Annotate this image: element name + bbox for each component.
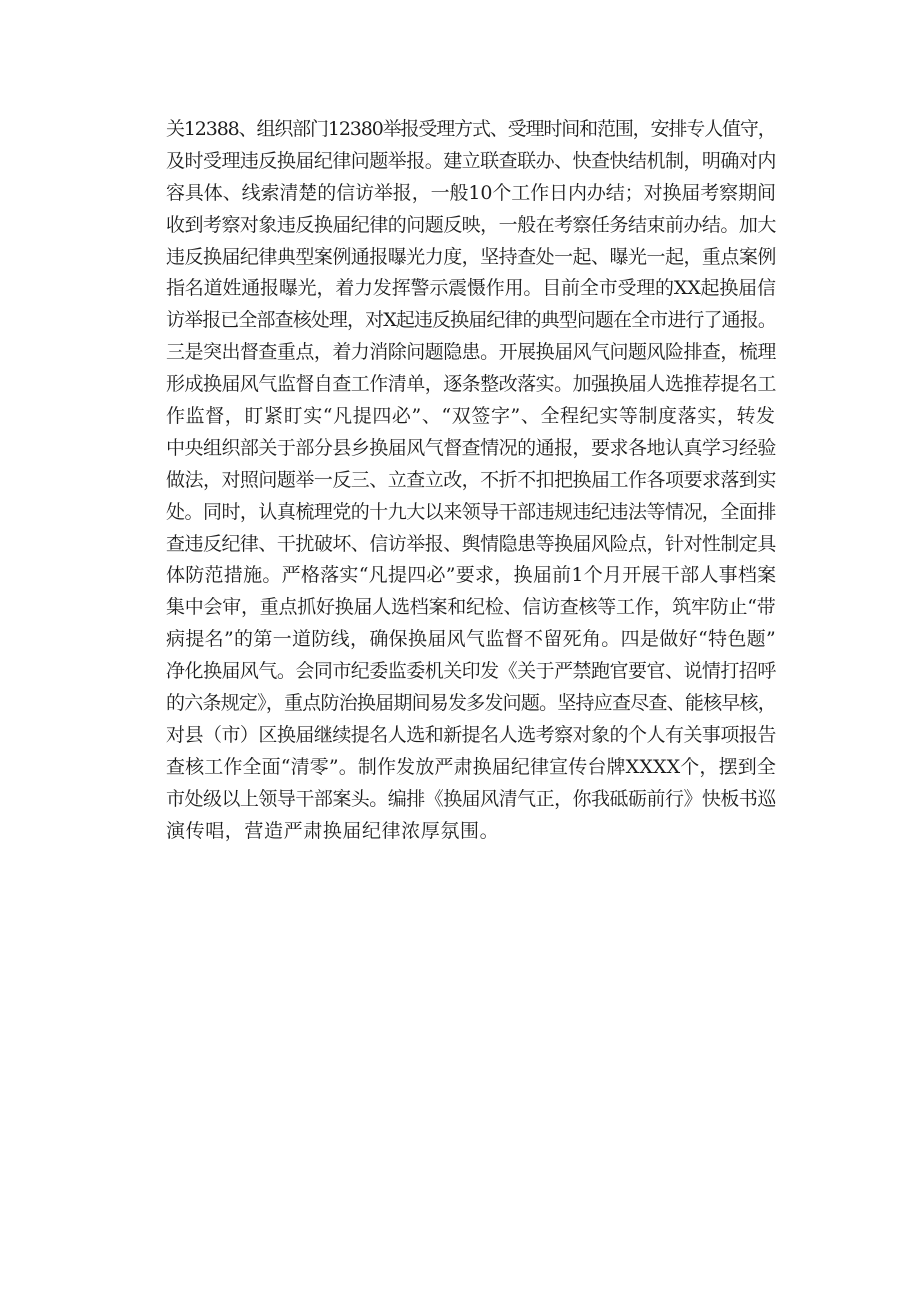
text-line: 病提名”的第一道防线，确保换届风气监督不留死角。四是做好“特色题” (166, 628, 777, 651)
text-line: 容具体、线索清楚的信访举报，一般10个工作日内办结；对换届考察期间 (166, 181, 776, 204)
text-line: 查违反纪律、干扰破坏、信访举报、舆情隐患等换届风险点，针对性制定具 (166, 532, 776, 555)
text-line: 体防范措施。严格落实“凡提四必”要求，换届前1个月开展干部人事档案 (166, 564, 777, 587)
text-line: 形成换届风气监督自查工作清单，逐条整改落实。加强换届人选推荐提名工 (166, 373, 776, 396)
text-line: 中央组织部关于部分县乡换届风气督查情况的通报，要求各地认真学习经验 (166, 436, 776, 459)
text-line: 作监督，盯紧盯实“凡提四必”、“双签字”、全程纪实等制度落实，转发 (166, 405, 776, 428)
text-line: 访举报已全部查核处理，对X起违反换届纪律的典型问题在全市进行了通报。 (166, 309, 776, 332)
text-line: 处。同时，认真梳理党的十九大以来领导干部违规违纪违法等情况，全面排 (166, 500, 776, 523)
body-text (166, 114, 777, 847)
text-line: 三是突出督查重点，着力消除问题隐患。开展换届风气问题风险排查，梳理 (166, 341, 776, 364)
text-line: 查核工作全面“清零”。制作发放严肃换届纪律宣传台牌XXXX个，摆到全 (166, 755, 776, 778)
text-line: 市处级以上领导干部案头。编排《换届风清气正，你我砥砺前行》快板书巡 (166, 787, 776, 810)
text-line: 及时受理违反换届纪律问题举报。建立联查联办、快查快结机制，明确对内 (166, 149, 776, 172)
text-line: 违反换届纪律典型案例通报曝光力度，坚持查处一起、曝光一起，重点案例 (166, 245, 776, 268)
text-line: 收到考察对象违反换届纪律的问题反映，一般在考察任务结束前办结。加大 (166, 213, 776, 236)
text-line: 集中会审，重点抓好换届人选档案和纪检、信访查核等工作，筑牢防止“带 (166, 596, 776, 619)
text-line: 演传唱，营造严肃换届纪律浓厚氛围。 (166, 819, 500, 842)
text-line: 对县（市）区换届继续提名人选和新提名人选考察对象的个人有关事项报告 (166, 723, 776, 746)
text-line: 指名道姓通报曝光，着力发挥警示震慑作用。目前全市受理的XX起换届信 (166, 277, 776, 300)
text-line: 净化换届风气。会同市纪委监委机关印发《关于严禁跑官要官、说情打招呼 (166, 660, 776, 683)
text-line: 做法，对照问题举一反三、立查立改，不折不扣把换届工作各项要求落到实 (166, 468, 776, 491)
text-line: 的六条规定》，重点防治换届期间易发多发问题。坚持应查尽查、能核早核， (166, 692, 776, 715)
text-line: 关12388、组织部门12380举报受理方式、受理时间和范围，安排专人值守， (166, 118, 776, 140)
